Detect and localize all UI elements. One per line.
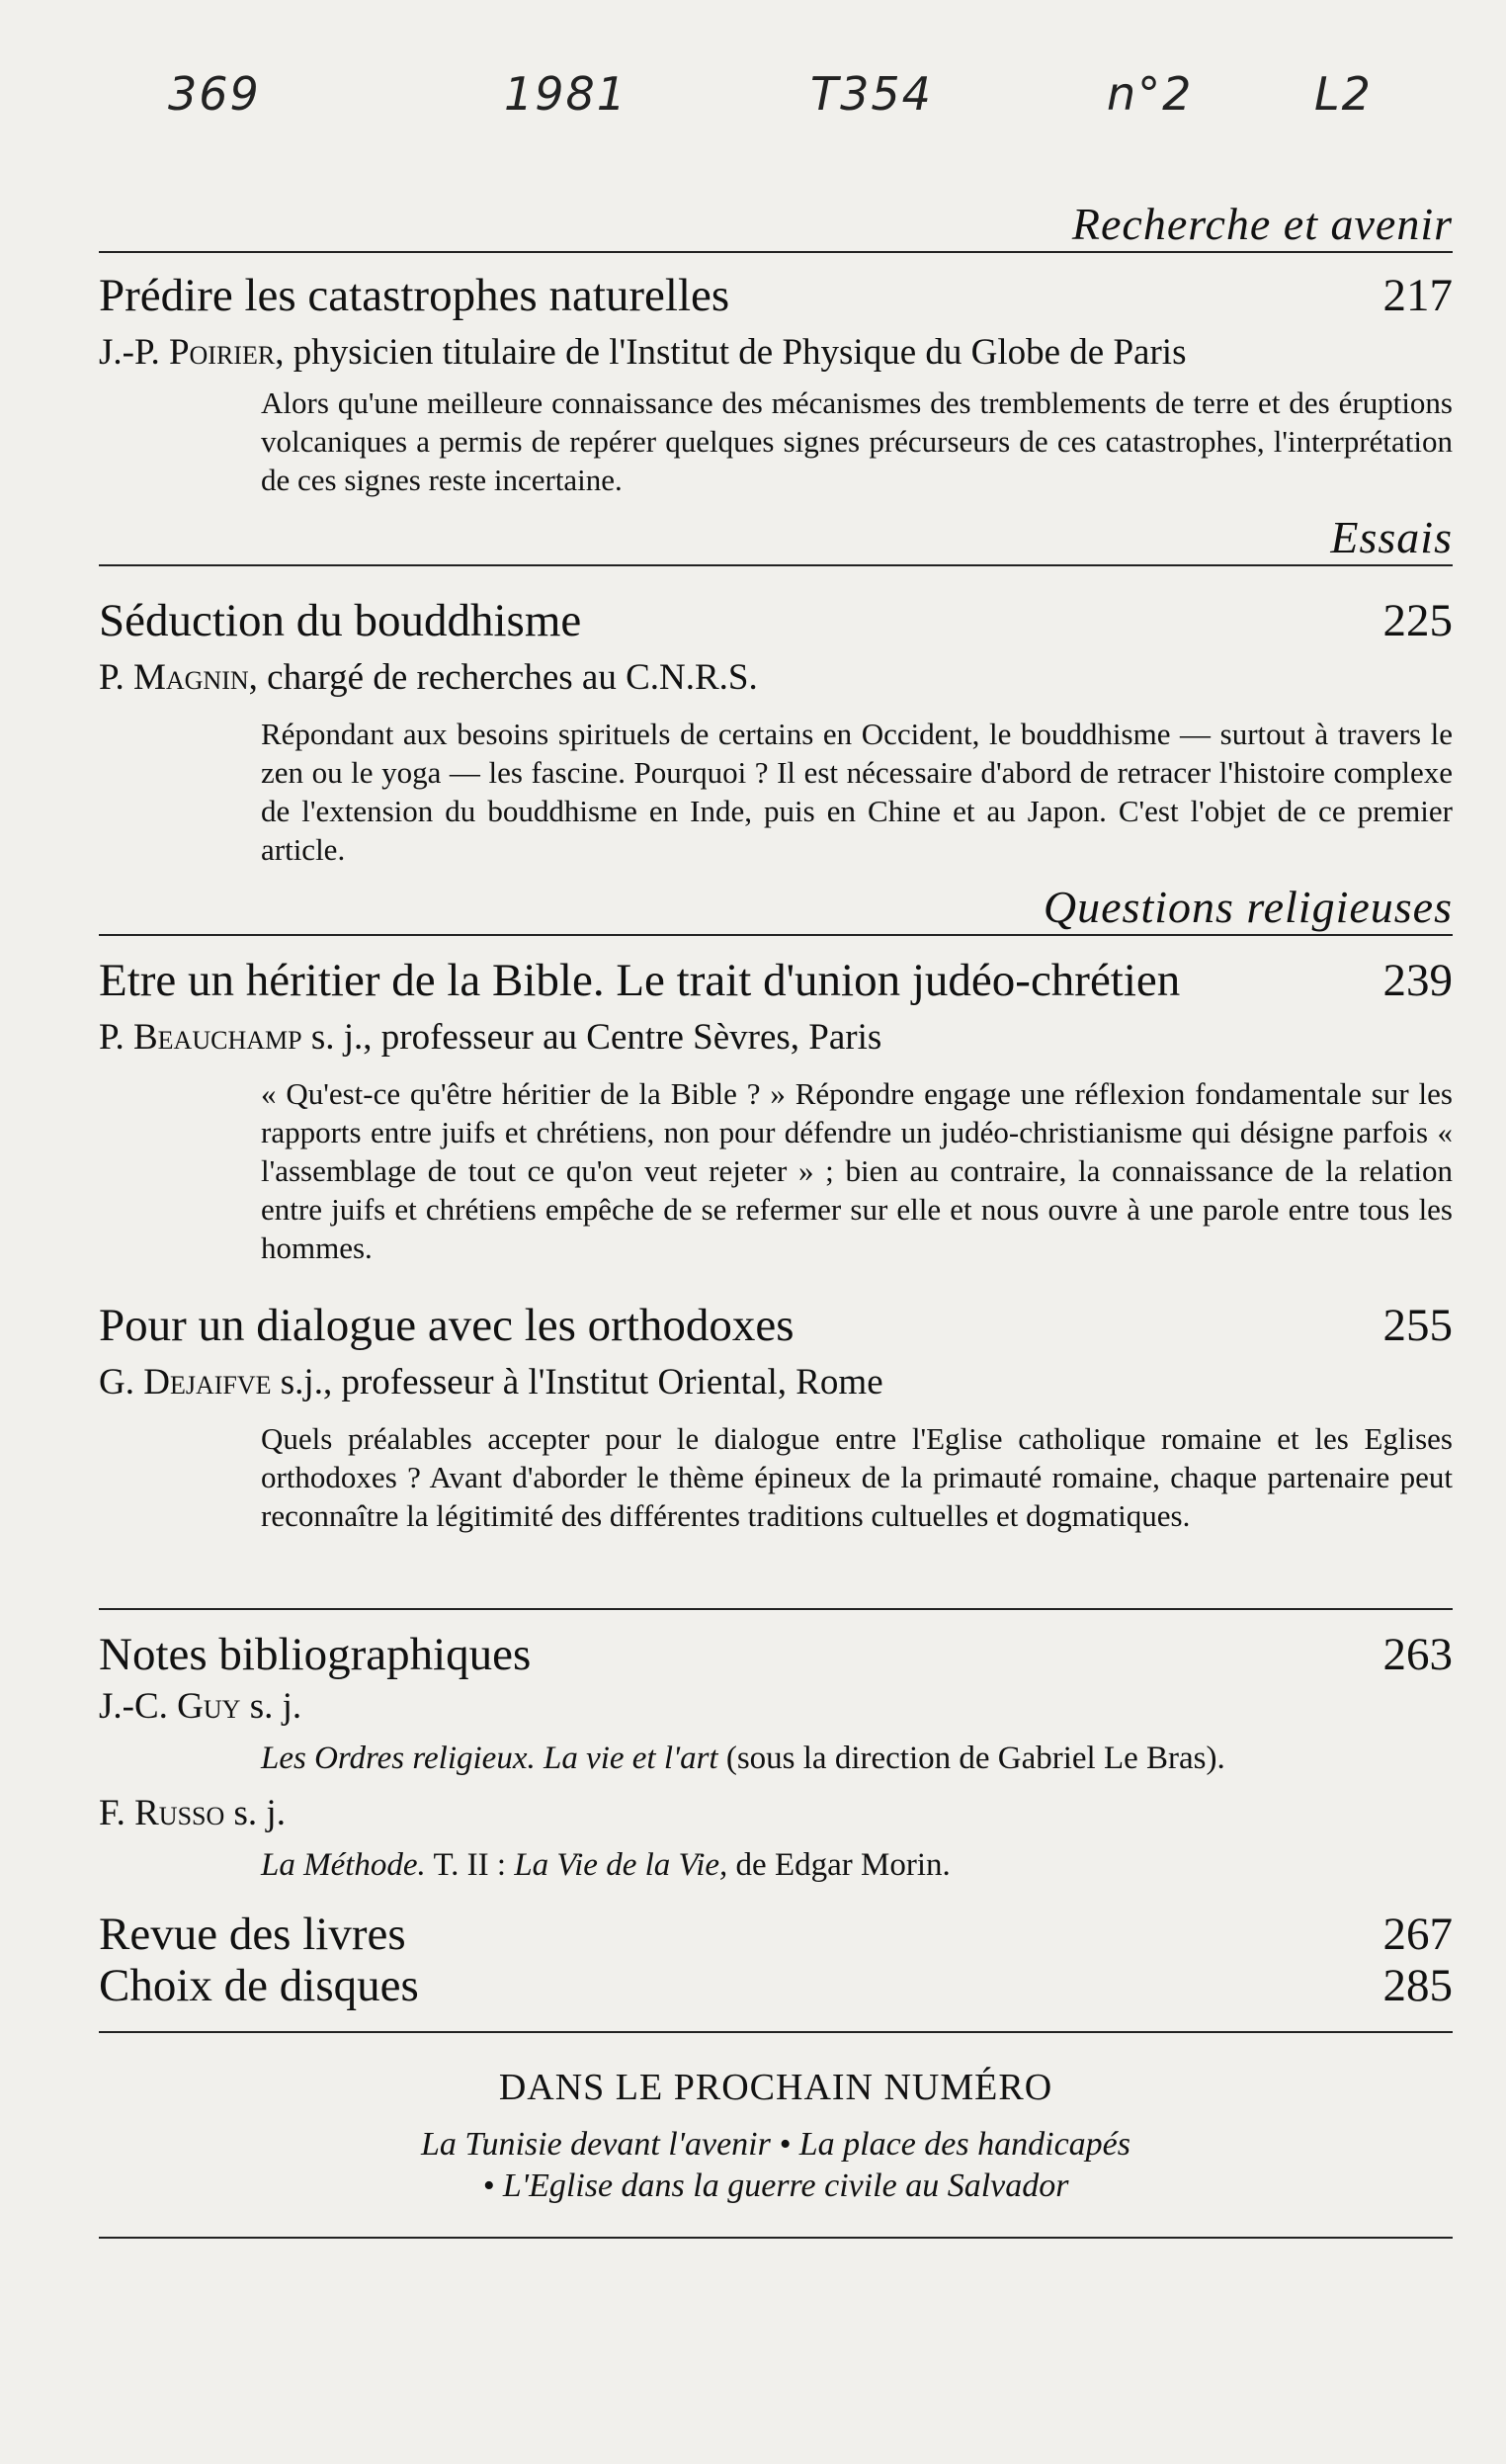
note-work [261,1841,1453,1889]
author-initials: J.-P. [99,332,160,373]
author-role: s.j., professeur à l'Institut Oriental, Rome [271,1362,883,1402]
page-number: 239 [1382,955,1453,1006]
work-title: La Méthode. [261,1847,426,1883]
next-issue-topics [99,2124,1453,2207]
page-number: 285 [1382,1960,1453,2011]
work-title: Les Ordres religieux. La vie et l'art [261,1741,718,1776]
author-initials: P. [99,1017,125,1058]
entry-title-row [99,1909,1453,1960]
divider [99,1608,1453,1610]
author-initials: J.-C. [99,1686,168,1727]
divider [99,2031,1453,2033]
work-detail: T. II : [425,1847,515,1883]
work-detail: de Edgar Morin. [727,1847,951,1883]
next-issue-line: • L'Eglise dans la guerre civile au Salvador [482,2167,1069,2204]
notes-section [99,1626,1453,1889]
author-line [99,1015,1453,1061]
author-line [99,1360,1453,1405]
note-author [99,1790,1453,1837]
author-suffix: s. j. [224,1793,286,1833]
entry-title: Séduction du bouddhisme [99,595,582,646]
entry-title-row [99,1960,1453,2011]
author-name: Russo [134,1793,225,1833]
toc-entry [99,1297,1453,1535]
divider [99,2237,1453,2239]
next-issue-heading: DANS LE PROCHAIN NUMÉRO [498,2067,1053,2108]
table-of-contents [99,198,1453,2239]
author-line [99,330,1453,376]
handwritten-note-4: n°2 [1107,67,1194,121]
divider [99,564,1453,566]
note-author [99,1683,1453,1731]
author-initials: G. [99,1362,134,1402]
entry-title: Prédire les catastrophes naturelles [99,270,730,321]
author-name: Beauchamp [132,1017,302,1058]
handwritten-note-1: 369 [168,67,261,121]
author-line [99,655,1453,701]
handwritten-note-3: T354 [810,67,933,121]
entry-title: Pour un dialogue avec les orthodoxes [99,1300,795,1351]
next-issue-line: La Tunisie devant l'avenir • La place des handicapés [421,2126,1130,2163]
note-work [261,1735,1453,1782]
divider [99,251,1453,253]
entry-title: Etre un héritier de la Bible. Le trait d'union judéo-chrétien [99,955,1181,1006]
toc-entry [99,952,1453,1267]
author-name: Dejaifve [143,1362,272,1402]
page-number: 267 [1382,1909,1453,1960]
author-role: , physicien titulaire de l'Institut de Physique du Globe de Paris [275,332,1187,373]
author-initials: P. [99,657,125,698]
page-number: 225 [1382,595,1453,646]
entry-title-row [99,592,1453,649]
entry-title-row [99,1626,1453,1683]
author-name: Magnin [132,657,249,698]
page-number: 255 [1382,1300,1453,1351]
entry-title: Notes bibliographiques [99,1629,532,1680]
author-name: Guy [177,1686,241,1727]
entry-title: Revue des livres [99,1909,406,1960]
entry-title-row [99,267,1453,324]
author-role: , chargé de recherches au C.N.R.S. [248,657,758,698]
author-name: Poirier [168,332,276,373]
work-title: La Vie de la Vie, [514,1847,728,1883]
page-number: 263 [1382,1629,1453,1680]
section-heading: Recherche et avenir [1071,199,1453,249]
abstract: Alors qu'une meilleure connaissance des mécanismes des tremblements de terre et des éruptions volcaniques a permis de repérer quelques signes précurseurs de ces catastrophes, l'interprétation de ces signes reste incertaine. [261,385,1453,497]
handwritten-note-5: L2 [1314,67,1373,121]
abstract: Répondant aux besoins spirituels de certains en Occident, le bouddhisme — surtout à travers le zen ou le yoga — les fascine. Pourquoi ? Il est nécessaire d'abord de retracer l'histoire complexe de l'extension du bouddhisme en Inde, puis en Chine et au Japon. C'est l'objet de ce premier article. [261,717,1453,867]
entry-title-row [99,952,1453,1009]
author-role: s. j., professeur au Centre Sèvres, Paris [301,1017,882,1058]
entry-title: Choix de disques [99,1960,419,2011]
section-heading: Essais [1330,512,1453,562]
divider [99,934,1453,936]
abstract: « Qu'est-ce qu'être héritier de la Bible ? » Répondre engage une réflexion fondamentale sur les rapports entre juifs et chrétiens, non pour défendre un judéo-christianisme qui désigne parfois « l'assemblage de tout ce qu'on veut rejeter » ; bien au contraire, la connaissance de la relation entre juifs et chrétiens empêche de se refermer sur elle et nous ouvre à une parole entre tous les hommes. [261,1076,1453,1265]
toc-entry [99,592,1453,869]
work-detail: (sous la direction de Gabriel Le Bras). [717,1741,1225,1776]
entry-title-row [99,1297,1453,1354]
toc-entry [99,267,1453,499]
abstract: Quels préalables accepter pour le dialogue entre l'Eglise catholique romaine et les Eglises orthodoxes ? Avant d'aborder le thème épineux de la primauté romaine, chaque partenaire peut reconnaître la légitimité des différentes traditions cultuelles et dogmatiques. [261,1421,1453,1533]
section-heading: Questions religieuses [1043,882,1453,932]
page-number: 217 [1382,270,1453,321]
author-suffix: s. j. [240,1686,302,1727]
handwritten-note-2: 1981 [504,67,628,121]
author-initials: F. [99,1793,126,1833]
